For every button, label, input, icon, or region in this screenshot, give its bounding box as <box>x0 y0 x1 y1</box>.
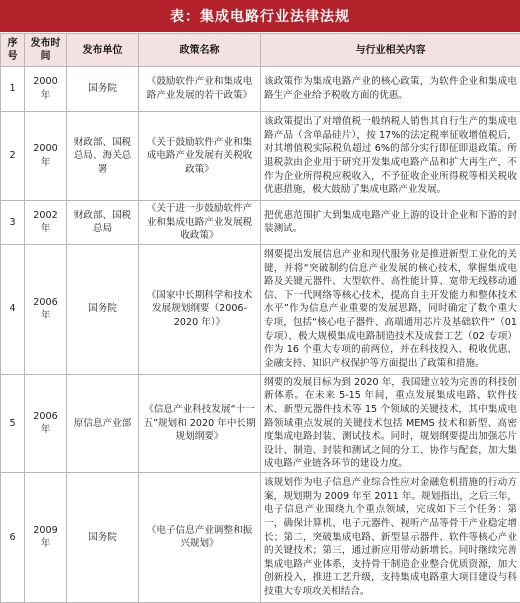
cell-issuer: 国务院 <box>67 244 139 374</box>
cell-issuer: 国务院 <box>67 67 139 112</box>
cell-content: 该规划作为电子信息产业综合性应对金融危机措施的行动方案，规划期为 2009 年至 2011 年。规划指出，之后三年，电子信息产业围绕九个重点领域，完成如下三个任务：第一，确保计算机、电子元器件、视听产品等骨干产业稳定增长；第二，突破集成电路、新型显示器件、软件等核心产业的关键技术；第三，通过新应用带动新增长。同时继续完善集成电路产业体系，支持骨干制造企业整合优质资源，加大创新投入，推进工艺升级，支持集成电路重大项目建设与科技重大专项攻关相结合。 <box>261 472 520 602</box>
header-issuer: 发布单位 <box>67 34 139 67</box>
cell-index: 5 <box>1 374 25 472</box>
cell-date: 2000 年 <box>25 67 67 112</box>
cell-policy: 《关于鼓励软件产业和集成电路产业发展有关税收政策》 <box>139 112 261 201</box>
table-title: 表：集成电路行业法律法规 <box>0 0 520 32</box>
cell-content: 该政策作为集成电路产业的核心政策，为软件企业和集成电路生产企业给予税收方面的优惠。 <box>261 67 520 112</box>
cell-policy: 《国家中长期科学和技术发展规划纲要（2006-2020 年）》 <box>139 244 261 374</box>
cell-index: 1 <box>1 67 25 112</box>
cell-content: 把优惠范围扩大到集成电路产业上游的设计企业和下游的封装测试。 <box>261 201 520 245</box>
cell-index: 4 <box>1 244 25 374</box>
cell-index: 6 <box>1 472 25 602</box>
header-policy: 政策名称 <box>139 34 261 67</box>
header-date: 发布时间 <box>25 34 67 67</box>
table-row <box>1 112 520 201</box>
cell-content: 该政策提出了对增值税一般纳税人销售其自行生产的集成电路产品（含单晶硅片），按 17%的法定税率征收增值税后，对其增值税实际税负超过 6%的部分实行即征即退政策。所退税款由企业用于研究开发集成电路产品和扩大再生产，不作为企业所得税应税收入，不予征收企业所得税等相关税收优惠措施，极大鼓励了集成电路产业发展。 <box>261 112 520 201</box>
cell-content: 纲要提出发展信息产业和现代服务业是推进新型工业化的关键，并将“突破制约信息产业发展的核心技术，掌握集成电路及关键元器件、大型软件、高性能计算、宽带无线移动通信、下一代网络等核心技术，提高自主开发能力和整体技术水平”作为信息产业重要的发展思路，同时确定了数个重大专项，包括“核心电子器件、高端通用芯片及基础软件”（01 专项）、极大规模集成电路制造技术及成套工艺（02 专项）作为 16 个重大专项的前两位，并在科技投入、税收优惠、金融支持、知识产权保护等方面提出了政策和措施。 <box>261 244 520 374</box>
cell-date: 2006 年 <box>25 374 67 472</box>
cell-policy: 《鼓励软件产业和集成电路产业发展的若干政策》 <box>139 67 261 112</box>
cell-date: 2009 年 <box>25 472 67 602</box>
table-row <box>1 374 520 472</box>
cell-date: 2006 年 <box>25 244 67 374</box>
cell-issuer: 财政部、国税总局 <box>67 201 139 245</box>
header-row <box>1 34 520 67</box>
cell-index: 2 <box>1 112 25 201</box>
cell-issuer: 国务院 <box>67 472 139 602</box>
cell-policy: 《关于进一步鼓励软件产业和集成电路产业发展税收政策》 <box>139 201 261 245</box>
table-row <box>1 67 520 112</box>
table-row <box>1 472 520 602</box>
table-row <box>1 201 520 245</box>
header-index: 序号 <box>1 34 25 67</box>
cell-date: 2002 年 <box>25 201 67 245</box>
cell-index: 3 <box>1 201 25 245</box>
cell-policy: 《电子信息产业调整和振兴规划》 <box>139 472 261 602</box>
cell-content: 纲要的发展目标为到 2020 年，我国建立较为完善的科技创新体系。在未来 5-15 年间，重点发展集成电路、软件技术、新型元器件技术等 15 个领域的关键技术，其中集成电路领域重点发展的关键技术包括 MEMS 技术和新型、高密度集成电路封装、测试技术。同时，规划纲要提出加强芯片设计、制造、封装和测试之间的分工、协作与配套，加大集成电路产业链各环节的建设力度。 <box>261 374 520 472</box>
table-row <box>1 244 520 374</box>
regulations-table <box>0 33 520 603</box>
cell-issuer: 原信息产业部 <box>67 374 139 472</box>
header-content: 与行业相关内容 <box>261 34 520 67</box>
cell-date: 2000 年 <box>25 112 67 201</box>
cell-issuer: 财政部、国税总局、海关总署 <box>67 112 139 201</box>
cell-policy: 《信息产业科技发展“十一五”规划和 2020 年中长期规划纲要》 <box>139 374 261 472</box>
